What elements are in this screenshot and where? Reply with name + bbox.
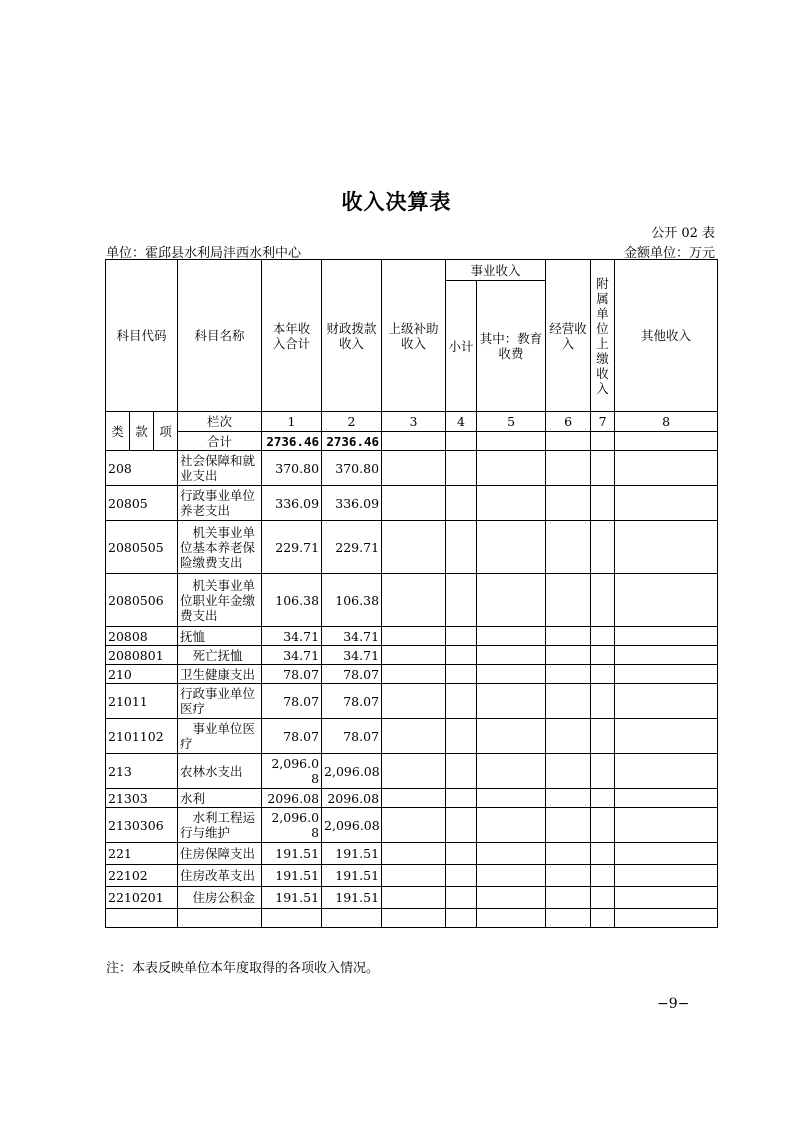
empty-cell — [591, 486, 615, 521]
empty-cell — [477, 789, 546, 808]
header-education: 其中：教育 收费 — [477, 281, 546, 412]
row-total-income: 2,096.08 — [262, 808, 322, 843]
empty-cell — [446, 665, 477, 684]
empty-cell — [446, 887, 477, 909]
empty-cell — [382, 789, 446, 808]
empty-cell — [546, 486, 591, 521]
empty-cell — [446, 754, 477, 789]
empty-cell — [382, 865, 446, 887]
col-num: 1 — [262, 412, 322, 432]
row-code: 2130306 — [106, 808, 178, 843]
empty-cell — [546, 719, 591, 754]
total-fiscal-value: 2736.46 — [322, 432, 382, 451]
empty-cell — [546, 887, 591, 909]
col-num: 4 — [446, 412, 477, 432]
empty-cell — [615, 789, 718, 808]
row-name: 卫生健康支出 — [178, 665, 262, 684]
header-other: 其他收入 — [615, 260, 718, 412]
empty-cell — [546, 865, 591, 887]
empty-cell — [546, 432, 591, 451]
row-total-income: 191.51 — [262, 843, 322, 865]
empty-cell — [615, 684, 718, 719]
col-num: 5 — [477, 412, 546, 432]
empty-cell — [446, 719, 477, 754]
row-total-income: 78.07 — [262, 684, 322, 719]
row-code: 21011 — [106, 684, 178, 719]
empty-cell — [382, 486, 446, 521]
empty-cell — [546, 684, 591, 719]
empty-cell — [477, 865, 546, 887]
empty-cell — [546, 627, 591, 646]
row-fiscal: 370.80 — [322, 451, 382, 486]
col-num: 6 — [546, 412, 591, 432]
page-number: −9− — [657, 996, 690, 1012]
row-total-income: 2096.08 — [262, 789, 322, 808]
table-row — [106, 684, 718, 719]
empty-cell — [446, 808, 477, 843]
empty-cell — [591, 719, 615, 754]
row-code: 208 — [106, 451, 178, 486]
row-fiscal: 78.07 — [322, 719, 382, 754]
row-code: 213 — [106, 754, 178, 789]
row-name: 死亡抚恤 — [178, 646, 262, 665]
empty-cell — [546, 574, 591, 627]
row-code: 22102 — [106, 865, 178, 887]
empty-cell — [615, 665, 718, 684]
header-xiang: 项 — [154, 412, 178, 451]
empty-cell — [615, 808, 718, 843]
empty-cell — [382, 719, 446, 754]
row-fiscal: 34.71 — [322, 646, 382, 665]
empty-cell — [615, 486, 718, 521]
header-fiscal: 财政拨款 收入 — [322, 260, 382, 412]
header-code: 科目代码 — [106, 260, 178, 412]
col-num: 3 — [382, 412, 446, 432]
empty-cell — [546, 665, 591, 684]
row-name: 行政事业单位养老支出 — [178, 486, 262, 521]
row-fiscal: 229.71 — [322, 521, 382, 574]
row-fiscal: 191.51 — [322, 865, 382, 887]
empty-cell — [591, 789, 615, 808]
row-total-income: 78.07 — [262, 719, 322, 754]
row-fiscal: 191.51 — [322, 887, 382, 909]
row-code: 20805 — [106, 486, 178, 521]
table-row — [106, 574, 718, 627]
empty-cell — [615, 574, 718, 627]
row-name: 机关事业单位基本养老保险缴费支出 — [178, 521, 262, 574]
empty-cell — [615, 909, 718, 928]
form-number: 公开 02 表 — [651, 226, 715, 241]
row-fiscal: 2,096.08 — [322, 754, 382, 789]
empty-cell — [591, 808, 615, 843]
row-total-income: 78.07 — [262, 665, 322, 684]
empty-cell — [178, 909, 262, 928]
table-row — [106, 665, 718, 684]
empty-cell — [382, 627, 446, 646]
row-name: 住房公积金 — [178, 887, 262, 909]
empty-cell — [615, 719, 718, 754]
row-fiscal: 78.07 — [322, 665, 382, 684]
header-lanci: 栏次 — [178, 412, 262, 432]
empty-cell — [446, 646, 477, 665]
table-row — [106, 789, 718, 808]
table-row — [106, 754, 718, 789]
row-fiscal: 34.71 — [322, 627, 382, 646]
table-row — [106, 843, 718, 865]
empty-cell — [615, 432, 718, 451]
empty-cell — [591, 684, 615, 719]
empty-cell — [615, 451, 718, 486]
empty-cell — [477, 665, 546, 684]
table-row — [106, 865, 718, 887]
row-code: 210 — [106, 665, 178, 684]
row-name: 水利工程运行与维护 — [178, 808, 262, 843]
row-total-income: 229.71 — [262, 521, 322, 574]
empty-cell — [615, 843, 718, 865]
row-code: 2080505 — [106, 521, 178, 574]
empty-cell — [591, 627, 615, 646]
table-row — [106, 521, 718, 574]
empty-cell — [546, 754, 591, 789]
table-row — [106, 887, 718, 909]
empty-cell — [591, 521, 615, 574]
table-row — [106, 646, 718, 665]
row-fiscal: 78.07 — [322, 684, 382, 719]
empty-cell — [382, 432, 446, 451]
empty-cell — [477, 486, 546, 521]
empty-cell — [477, 521, 546, 574]
row-code: 20808 — [106, 627, 178, 646]
empty-cell — [446, 789, 477, 808]
row-code: 221 — [106, 843, 178, 865]
empty-cell — [591, 646, 615, 665]
empty-cell — [477, 843, 546, 865]
empty-cell — [591, 665, 615, 684]
empty-cell — [446, 909, 477, 928]
empty-cell — [106, 909, 178, 928]
header-business-group: 事业收入 — [446, 260, 546, 281]
row-fiscal: 336.09 — [322, 486, 382, 521]
total-income-value: 2736.46 — [262, 432, 322, 451]
empty-cell — [382, 754, 446, 789]
empty-cell — [382, 843, 446, 865]
empty-cell — [382, 909, 446, 928]
money-unit-label: 金额单位：万元 — [623, 246, 715, 261]
empty-cell — [322, 909, 382, 928]
empty-cell — [446, 627, 477, 646]
row-total-income: 34.71 — [262, 646, 322, 665]
empty-cell — [382, 574, 446, 627]
empty-cell — [591, 574, 615, 627]
empty-cell — [382, 684, 446, 719]
income-table — [105, 259, 718, 928]
row-fiscal: 2096.08 — [322, 789, 382, 808]
empty-cell — [477, 646, 546, 665]
empty-cell — [615, 887, 718, 909]
empty-cell — [591, 843, 615, 865]
empty-cell — [477, 808, 546, 843]
row-name: 水利 — [178, 789, 262, 808]
empty-cell — [546, 789, 591, 808]
empty-cell — [591, 865, 615, 887]
empty-cell — [382, 521, 446, 574]
row-total-income: 2,096.08 — [262, 754, 322, 789]
header-superior: 上级补助 收入 — [382, 260, 446, 412]
empty-cell — [615, 754, 718, 789]
empty-cell — [615, 646, 718, 665]
empty-cell — [446, 684, 477, 719]
row-fiscal: 2,096.08 — [322, 808, 382, 843]
empty-cell — [546, 521, 591, 574]
row-name: 机关事业单位职业年金缴费支出 — [178, 574, 262, 627]
row-total-income: 34.71 — [262, 627, 322, 646]
empty-cell — [382, 887, 446, 909]
empty-cell — [546, 451, 591, 486]
row-total-income: 191.51 — [262, 865, 322, 887]
empty-cell — [382, 808, 446, 843]
empty-cell — [446, 451, 477, 486]
row-name: 抚恤 — [178, 627, 262, 646]
empty-cell — [382, 665, 446, 684]
empty-cell — [446, 432, 477, 451]
table-row — [106, 719, 718, 754]
row-code: 2101102 — [106, 719, 178, 754]
row-name: 事业单位医疗 — [178, 719, 262, 754]
row-total-income: 191.51 — [262, 887, 322, 909]
empty-cell — [477, 432, 546, 451]
empty-cell — [477, 719, 546, 754]
table-row — [106, 627, 718, 646]
empty-cell — [591, 754, 615, 789]
row-name: 行政事业单位医疗 — [178, 684, 262, 719]
header-lei: 类 — [106, 412, 130, 451]
row-total-income: 336.09 — [262, 486, 322, 521]
empty-cell — [477, 909, 546, 928]
header-total-income: 本年收 入合计 — [262, 260, 322, 412]
empty-cell — [546, 808, 591, 843]
empty-cell — [477, 627, 546, 646]
row-code: 2080801 — [106, 646, 178, 665]
empty-cell — [591, 451, 615, 486]
row-name: 社会保障和就业支出 — [178, 451, 262, 486]
empty-cell — [446, 521, 477, 574]
empty-cell — [477, 574, 546, 627]
empty-cell — [262, 909, 322, 928]
empty-cell — [591, 432, 615, 451]
empty-cell — [615, 627, 718, 646]
row-name: 住房改革支出 — [178, 865, 262, 887]
empty-cell — [477, 887, 546, 909]
row-name: 住房保障支出 — [178, 843, 262, 865]
empty-cell — [591, 887, 615, 909]
empty-cell — [477, 754, 546, 789]
page-title: 收入决算表 — [341, 190, 452, 214]
unit-label: 单位：霍邱县水利局沣西水利中心 — [106, 246, 302, 261]
header-name: 科目名称 — [178, 260, 262, 412]
empty-cell — [446, 865, 477, 887]
empty-cell — [615, 865, 718, 887]
empty-cell — [591, 909, 615, 928]
row-total-income: 106.38 — [262, 574, 322, 627]
empty-cell — [382, 451, 446, 486]
empty-cell — [446, 574, 477, 627]
row-code: 21303 — [106, 789, 178, 808]
col-num: 8 — [615, 412, 718, 432]
table-row — [106, 486, 718, 521]
col-num: 7 — [591, 412, 615, 432]
empty-cell — [615, 521, 718, 574]
footnote: 注：本表反映单位本年度取得的各项收入情况。 — [106, 961, 380, 976]
total-label: 合计 — [178, 432, 262, 451]
row-code: 2210201 — [106, 887, 178, 909]
header-operating: 经营收 入 — [546, 260, 591, 412]
row-fiscal: 191.51 — [322, 843, 382, 865]
row-name: 农林水支出 — [178, 754, 262, 789]
table-row — [106, 451, 718, 486]
empty-cell — [477, 451, 546, 486]
row-code: 2080506 — [106, 574, 178, 627]
col-num: 2 — [322, 412, 382, 432]
header-subtotal: 小计 — [446, 281, 477, 412]
empty-cell — [546, 646, 591, 665]
row-fiscal: 106.38 — [322, 574, 382, 627]
header-kuan: 款 — [130, 412, 154, 451]
empty-cell — [382, 646, 446, 665]
blank-row — [106, 909, 718, 928]
header-affiliated: 附 属 单 位 上 缴 收 入 — [591, 260, 615, 412]
row-total-income: 370.80 — [262, 451, 322, 486]
empty-cell — [546, 909, 591, 928]
table-row — [106, 808, 718, 843]
empty-cell — [446, 486, 477, 521]
empty-cell — [546, 843, 591, 865]
empty-cell — [477, 684, 546, 719]
empty-cell — [446, 843, 477, 865]
